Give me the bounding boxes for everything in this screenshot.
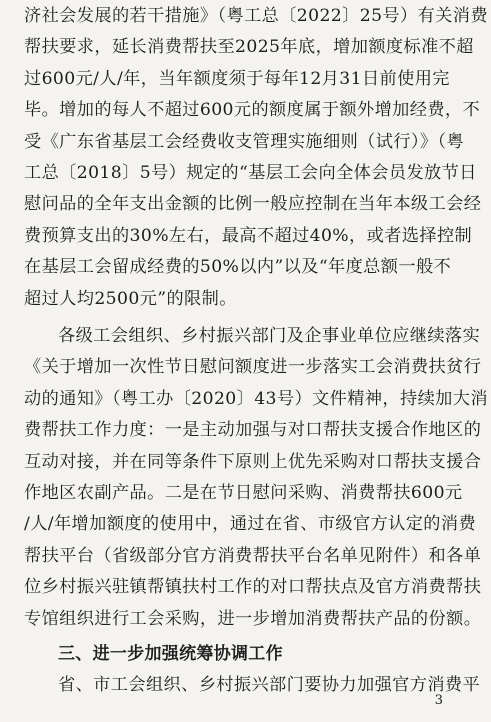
body-text-line: 济社会发展的若干措施》（粤工总〔2022〕25号）有关消费 (24, 6, 488, 26)
page-number: 3 (434, 693, 443, 708)
body-text-line: 动的通知》（粤工办〔2020〕43号）文件精神，持续加大消 (24, 389, 488, 409)
body-text-line: 位乡村振兴驻镇帮镇扶村工作的对口帮扶点及官方消费帮扶 (24, 577, 482, 597)
body-text-line: 帮扶要求，延长消费帮扶至2025年底，增加额度标准不超 (24, 37, 474, 57)
body-text-line: 互动对接，并在同等条件下原则上优先采购对口帮扶支援合 (24, 452, 482, 472)
body-text-line: 专馆组织进行工会采购，进一步增加消费帮扶产品的份额。 (24, 609, 482, 629)
body-text-line: 超过人均2500元”的限制。 (24, 289, 237, 309)
paragraph-first-line: 各级工会组织、乡村振兴部门及企事业单位应继续落实 (58, 326, 481, 346)
body-text-line: 受《广东省基层工会经费收支管理实施细则（试行）》（粤 (24, 132, 465, 152)
body-text-line: 费预算支出的30%左右，最高不超过40%，或者选择控制 (24, 226, 473, 246)
body-text-line: /人/年增加额度的使用中，通过在省、市级官方认定的消费 (24, 514, 477, 534)
body-text-line: 《关于增加一次性节日慰问额度进一步落实工会消费扶贫行 (24, 357, 482, 377)
body-text-line: 在基层工会留成经费的50%以内”以及“年度总额一般不 (24, 257, 452, 277)
body-text-line: 毕。增加的每人不超过600元的额度属于额外增加经费，不 (24, 100, 481, 120)
body-text-line: 慰问品的全年支出金额的比例一般应控制在当年本级工会经 (24, 194, 482, 214)
body-text-line: 工总〔2018〕5号）规定的“基层工会向全体会员发放节日 (24, 163, 477, 183)
body-text-line: 作地区农副产品。二是在节日慰问采购、消费帮扶600元 (24, 483, 463, 503)
body-text-line: 费帮扶工作力度：一是主动加强与对口帮扶支援合作地区的 (24, 420, 482, 440)
paragraph-first-line: 省、市工会组织、乡村振兴部门要协力加强官方消费平 (58, 675, 481, 695)
body-text-line: 帮扶平台（省级部分官方消费帮扶平台名单见附件）和各单 (24, 546, 482, 566)
body-text-line: 过600元/人/年，当年额度须于每年12月31日前使用完 (24, 69, 450, 89)
section-heading: 三、进一步加强统筹协调工作 (58, 644, 283, 664)
